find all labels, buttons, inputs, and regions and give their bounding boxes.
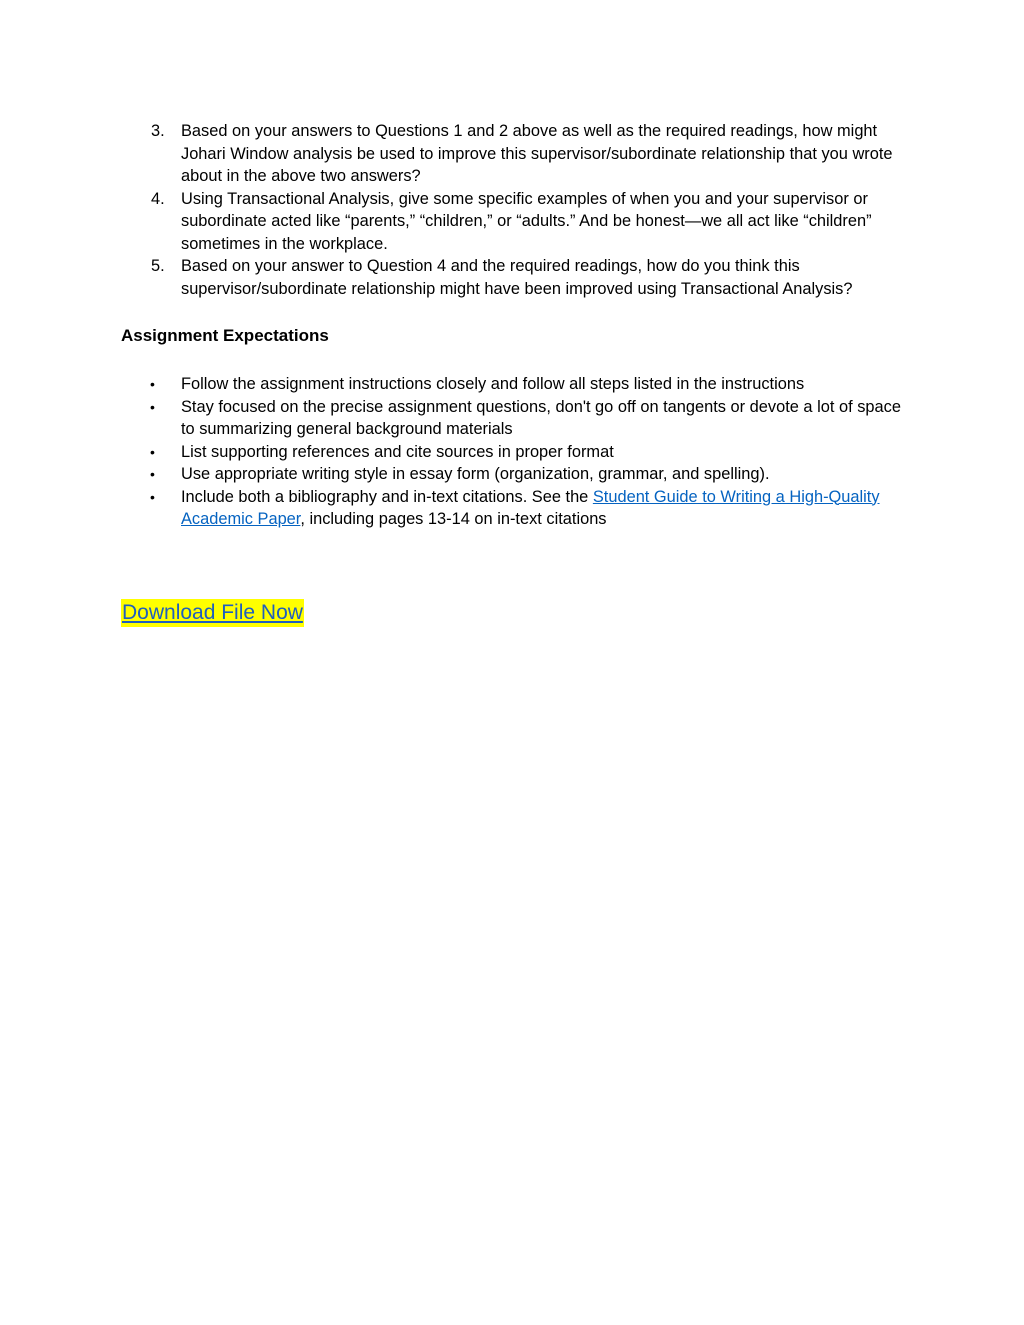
list-item-text-prefix: Include both a bibliography and in-text citations. See the (181, 487, 593, 506)
expectations-list (121, 373, 911, 531)
list-item-text-suffix: , including pages 13-14 on in-text citations (300, 510, 607, 528)
list-item-text: List supporting references and cite sources in proper format (181, 442, 614, 461)
question-text: Based on your answers to Questions 1 and 2 above as well as the required readings, how might Johari Window analysis be used to improve this supervisor/subordinate relationship that you wrote about in the above two answers? (181, 122, 893, 185)
question-number: 4. (151, 189, 165, 208)
bullet-icon: • (150, 488, 155, 505)
list-item (121, 486, 911, 531)
bullet-icon: • (150, 398, 155, 415)
bullet-icon: • (150, 376, 155, 392)
bullet-icon: • (150, 443, 155, 460)
question-text: Using Transactional Analysis, give some specific examples of when you and your supervisor or subordinate acted like “parents,” “children,” or “adults.” And be honest—we all act like “children” sometimes in the workplace. (181, 189, 872, 253)
list-item (121, 396, 911, 441)
list-item-text: Stay focused on the precise assignment questions, don't go off on tangents or devote a lot of space to summarizing general background materials (181, 397, 901, 438)
student-guide-link[interactable]: Student Guide to Writing a High-Quality Academic Paper (181, 487, 880, 528)
question-item (121, 255, 911, 300)
list-item (121, 441, 911, 464)
question-number: 3. (151, 122, 165, 140)
list-item (121, 463, 911, 486)
question-item (121, 120, 911, 188)
section-heading: Assignment Expectations (121, 326, 329, 345)
question-item (121, 188, 911, 256)
list-item-text: Use appropriate writing style in essay form (organization, grammar, and spelling). (181, 465, 770, 483)
list-item-text: Follow the assignment instructions closely and follow all steps listed in the instructions (181, 375, 805, 393)
download-file-link[interactable]: Download File Now (121, 599, 304, 627)
list-item (121, 373, 911, 396)
question-list (121, 120, 911, 300)
question-number: 5. (151, 257, 165, 275)
question-text: Based on your answer to Question 4 and the required readings, how do you think this supervisor/subordinate relationship might have been improved using Transactional Analysis? (181, 257, 853, 298)
bullet-icon: • (150, 466, 155, 482)
